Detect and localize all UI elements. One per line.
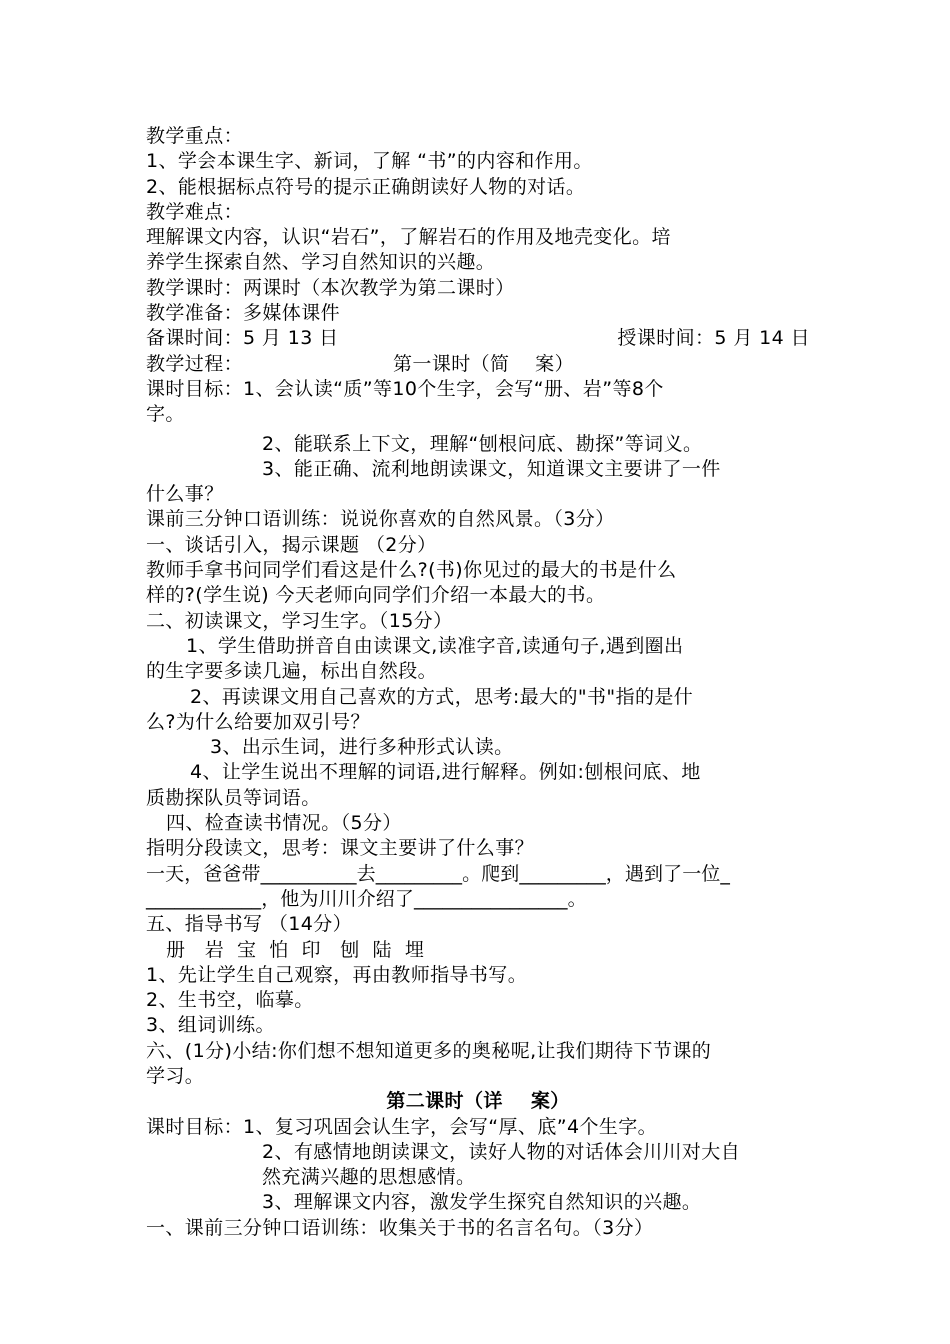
l1-section-5-characters: 册 岩 宝 怕 印 刨 陆 埋 xyxy=(166,938,425,961)
l2-goal-3: 3、理解课文内容，激发学生探究自然知识的兴趣。 xyxy=(262,1191,702,1214)
l1-section-1-text-a: 教师手拿书问同学们看这是什么?(书)你见过的最大的书是什么 xyxy=(146,559,677,582)
l1-section-2-item-2b: 么?为什么给要加双引号？ xyxy=(146,710,370,733)
l1-section-1-text-b: 样的?(学生说) 今天老师向同学们介绍一本最大的书。 xyxy=(146,584,606,607)
lesson2-title: 第二课时（详 案） xyxy=(386,1090,570,1113)
key-point-1: 1、学会本课生字、新词，了解 “书”的内容和作用。 xyxy=(146,150,593,173)
l1-section-2-item-1b: 的生字要多读几遍，标出自然段。 xyxy=(146,660,438,683)
l2-goal-2b: 然充满兴趣的思想感情。 xyxy=(262,1166,476,1189)
l1-section-2-item-4b: 质勘探队员等词语。 xyxy=(146,786,321,809)
l1-section-5-item-3: 3、组词训练。 xyxy=(146,1014,275,1037)
preparation: 教学准备：多媒体课件 xyxy=(146,302,341,325)
difficulties-line-2: 养学生探索自然、学习自然知识的兴趣。 xyxy=(146,251,496,274)
prep-time: 备课时间：5 月 13 日 xyxy=(146,327,339,350)
process-label: 教学过程： xyxy=(146,352,244,375)
l1-section-2-item-4a: 4、让学生说出不理解的词语,进行解释。例如:刨根问底、地 xyxy=(190,761,701,784)
difficulties-heading: 教学难点： xyxy=(146,200,244,223)
l1-section-2-item-1a: 1、学生借助拼音自由读课文,读准字音,读通句子,遇到圈出 xyxy=(186,634,684,657)
teach-time: 授课时间：5 月 14 日 xyxy=(617,327,810,350)
l2-section-1: 一、课前三分钟口语训练：收集关于书的名言名句。（3分） xyxy=(146,1216,654,1239)
l1-oral-training: 课前三分钟口语训练：说说你喜欢的自然风景。（3分） xyxy=(146,508,615,531)
class-hours: 教学课时：两课时（本次教学为第二课时） xyxy=(146,276,515,299)
l1-section-5-item-2: 2、生书空，临摹。 xyxy=(146,989,314,1012)
l1-section-6b: 学习。 xyxy=(146,1064,205,1087)
l1-section-4-text-a: 指明分段读文，思考：课文主要讲了什么事？ xyxy=(146,837,535,860)
l1-section-2: 二、初读课文，学习生字。（15分） xyxy=(146,609,453,632)
key-points-heading: 教学重点： xyxy=(146,125,244,147)
l1-section-2-item-2a: 2、再读课文用自己喜欢的方式，思考:最大的"书"指的是什 xyxy=(190,685,694,708)
l1-goal-3b: 什么事？ xyxy=(146,483,224,506)
lesson1-title: 第一课时（简 案） xyxy=(393,352,574,375)
l2-goal-1: 课时目标：1、复习巩固会认生字，会写“厚、底”4个生字。 xyxy=(146,1115,658,1138)
l1-section-4-fill-a: 一天，爸爸带__________去_________。爬到_________，遇到了一位_ xyxy=(146,862,731,885)
l2-goal-2a: 2、有感情地朗读课文，读好人物的对话体会川川对大自 xyxy=(262,1140,741,1163)
l1-goal-3a: 3、能正确、流利地朗读课文，知道课文主要讲了一件 xyxy=(262,457,721,480)
schedule-row xyxy=(146,326,810,351)
l1-section-5: 五、指导书写 （14分） xyxy=(146,913,353,936)
l1-section-5-item-1: 1、先让学生自己观察，再由教师指导书写。 xyxy=(146,963,528,986)
process-row xyxy=(146,352,810,377)
l1-section-2-item-3: 3、出示生词，进行多种形式认读。 xyxy=(210,736,514,759)
l1-goal-1b: 字。 xyxy=(146,403,185,426)
l1-section-6a: 六、(1分)小结:你们想不想知道更多的奥秘呢,让我们期待下节课的 xyxy=(146,1039,712,1062)
key-point-2: 2、能根据标点符号的提示正确朗读好人物的对话。 xyxy=(146,175,586,198)
lesson-plan-page xyxy=(146,124,810,1241)
l1-section-1: 一、谈话引入，揭示课题 （2分） xyxy=(146,533,437,556)
l1-goal-1a: 课时目标：1、会认读“质”等10个生字，会写“册、岩”等8个 xyxy=(146,377,664,400)
l1-goal-2: 2、能联系上下文，理解“刨根问底、勘探”等词义。 xyxy=(262,432,703,455)
l1-section-4-fill-b: ____________，他为川川介绍了________________。 xyxy=(146,887,587,910)
l1-section-4: 四、检查读书情况。（5分） xyxy=(166,812,402,835)
difficulties-line-1: 理解课文内容，认识“岩石”，了解岩石的作用及地壳变化。培 xyxy=(146,226,671,249)
